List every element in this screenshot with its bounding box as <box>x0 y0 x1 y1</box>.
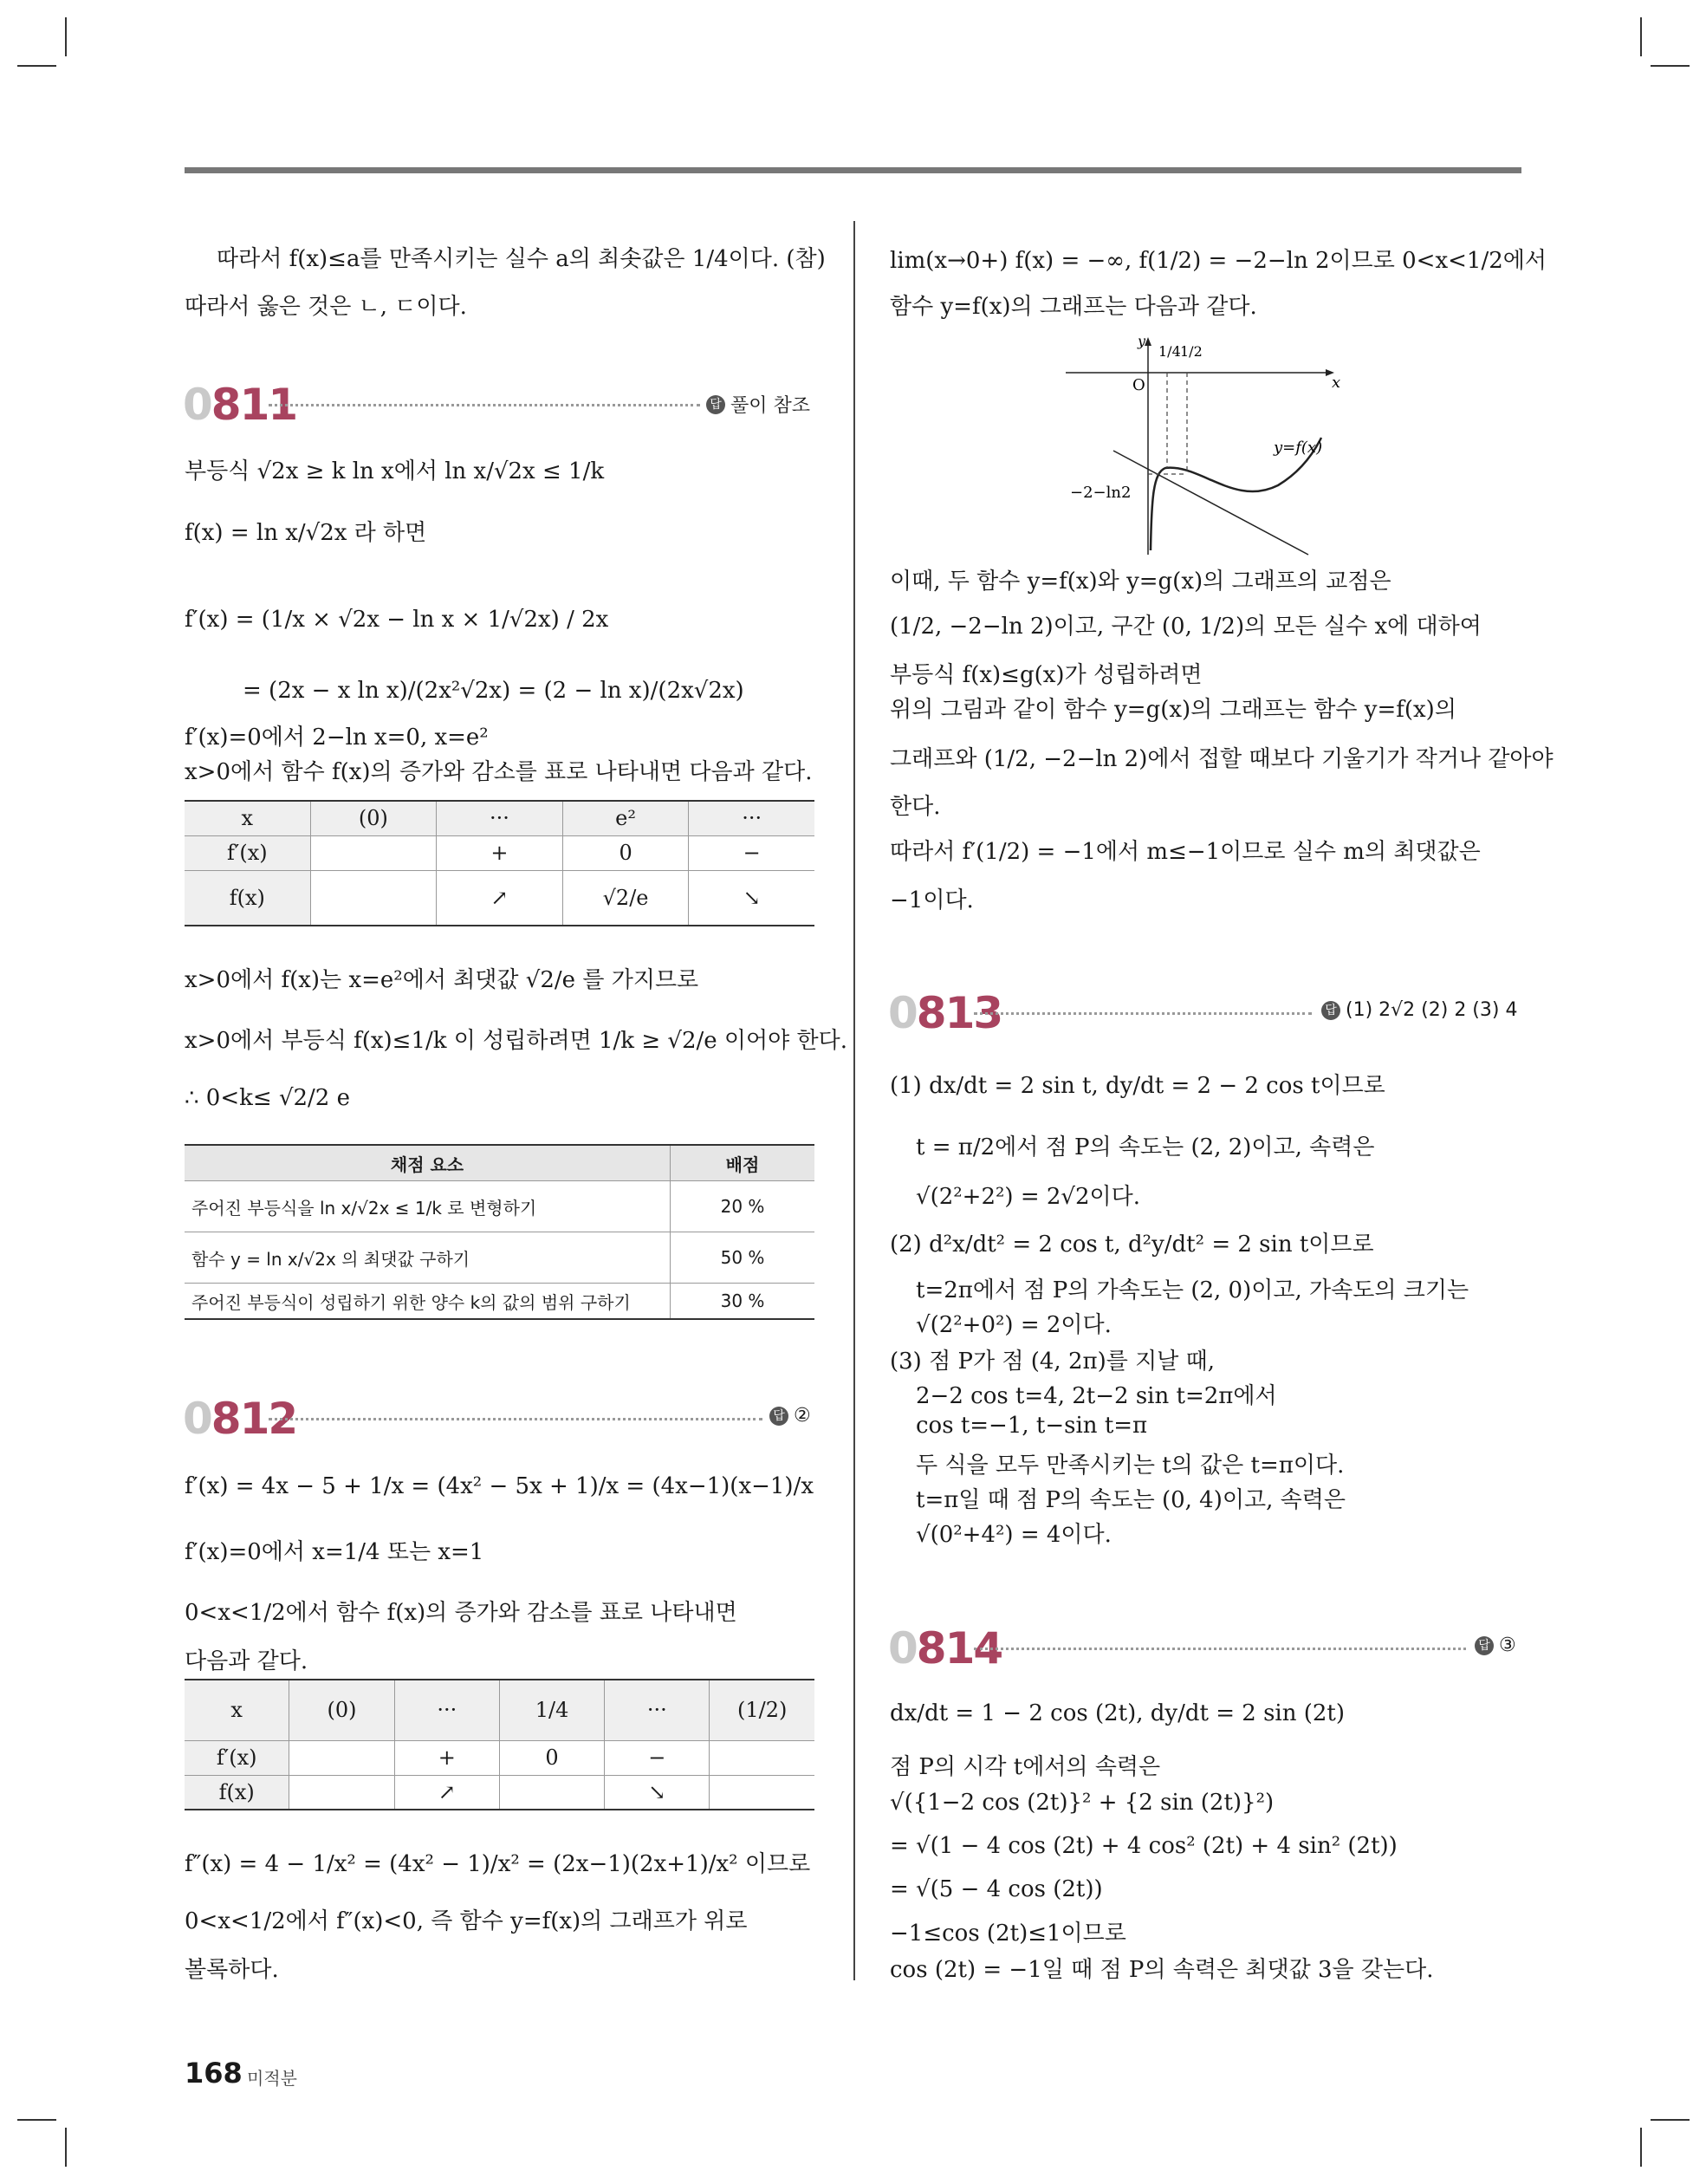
table-cell: ··· <box>437 801 563 835</box>
table-row <box>185 1181 814 1232</box>
table-cell <box>499 1775 604 1810</box>
table-cell: ↗ <box>394 1775 499 1810</box>
table-cell: f(x) <box>185 1775 289 1810</box>
number-prefix: 0 <box>183 1394 211 1444</box>
table-cell <box>710 1740 814 1775</box>
number-prefix: 0 <box>183 380 211 430</box>
crop-mark <box>65 17 67 56</box>
table-cell: ··· <box>605 1680 710 1740</box>
table-cell: x <box>185 801 310 835</box>
table-row <box>185 870 814 926</box>
dotted-leader <box>269 404 700 406</box>
solution-line: = (2x − x ln x)/(2x²√2x) = (2 − ln x)/(2x√2x) <box>243 678 744 704</box>
table-cell: ↗ <box>437 870 563 926</box>
table-cell <box>289 1740 394 1775</box>
solution-line: 0<x<1/2에서 f″(x)<0, 즉 함수 y=f(x)의 그래프가 위로 <box>185 1908 748 1934</box>
solution-line: f′(x) = 4x − 5 + 1/x = (4x² − 5x + 1)/x = (4x−1)(x−1)/x <box>185 1473 814 1499</box>
solution-line: 2−2 cos t=4, 2t−2 sin t=2π에서 <box>916 1383 1277 1409</box>
column-divider <box>853 221 855 1980</box>
solution-line: f′(x)=0에서 x=1/4 또는 x=1 <box>185 1539 484 1565</box>
table-cell: 0 <box>499 1740 604 1775</box>
number-main: 814 <box>916 1623 1002 1674</box>
tick-quarter-label: 1/4 <box>1158 343 1181 360</box>
table-cell: 주어진 부등식을 ln x/√2x ≤ 1/k 로 변형하기 <box>185 1181 671 1232</box>
solution-line: −1≤cos (2t)≤1이므로 <box>890 1921 1126 1947</box>
solution-line: 점 P의 시각 t에서의 속력은 <box>890 1754 1161 1780</box>
table-cell: (0) <box>310 801 437 835</box>
table-cell: f′(x) <box>185 835 310 870</box>
solution-line: dx/dt = 1 − 2 cos (2t), dy/dt = 2 sin (2t) <box>890 1700 1346 1726</box>
table-cell: ↘ <box>689 870 814 926</box>
crop-mark <box>1640 17 1642 56</box>
table-cell: √2/e <box>562 870 689 926</box>
solution-line: √(0²+4²) = 4이다. <box>916 1522 1112 1548</box>
curve-label: y=f(x) <box>1274 439 1323 457</box>
function-graph <box>1061 334 1347 559</box>
answer-label <box>1321 999 1517 1021</box>
subject-label: 미적분 <box>247 2068 297 2089</box>
table-row <box>185 1145 814 1181</box>
table-row <box>185 1775 814 1810</box>
dotted-leader <box>269 1418 762 1420</box>
solution-line: x>0에서 f(x)는 x=e²에서 최댓값 √2/e 를 가지므로 <box>185 967 699 993</box>
origin-label: O <box>1132 376 1145 394</box>
table-cell: (0) <box>289 1680 394 1740</box>
tangent-line <box>1113 451 1308 555</box>
solution-line: f′(x) = (1/x × √2x − ln x × 1/√2x) / 2x <box>185 607 609 633</box>
crop-mark <box>1651 2119 1690 2121</box>
dotted-leader <box>974 1012 1312 1015</box>
solution-line: (1/2, −2−ln 2)이고, 구간 (0, 1/2)의 모든 실수 x에 대하여 <box>890 614 1482 640</box>
solution-line: 이때, 두 함수 y=f(x)와 y=g(x)의 그래프의 교점은 <box>890 569 1391 595</box>
table-cell: x <box>185 1680 289 1740</box>
table-cell: − <box>689 835 814 870</box>
answer-label <box>769 1405 811 1427</box>
intro-line: 따라서 옳은 것은 ㄴ, ㄷ이다. <box>185 294 467 320</box>
number-main: 812 <box>211 1394 297 1444</box>
solution-line: (3) 점 P가 점 (4, 2π)를 지날 때, <box>890 1349 1215 1375</box>
solution-line: 한다. <box>890 794 941 820</box>
number-main: 813 <box>916 988 1002 1038</box>
table-header: 채점 요소 <box>185 1145 671 1181</box>
solution-line: 두 식을 모두 만족시키는 t의 값은 t=π이다. <box>916 1453 1345 1479</box>
solution-line: 볼록하다. <box>185 1957 279 1983</box>
table-row <box>185 835 814 870</box>
solution-line: 부등식 √2x ≥ k ln x에서 ln x/√2x ≤ 1/k <box>185 458 605 484</box>
answer-badge-icon: 답 <box>706 395 725 414</box>
solution-line: f′(x)=0에서 2−ln x=0, x=e² <box>185 725 489 751</box>
header-rule <box>185 167 1521 173</box>
table-cell: 함수 y = ln x/√2x 의 최댓값 구하기 <box>185 1232 671 1284</box>
table-header: 배점 <box>671 1145 815 1181</box>
table-row <box>185 1680 814 1740</box>
solution-line: √(2²+0²) = 2이다. <box>916 1312 1112 1338</box>
answer-badge-icon: 답 <box>1321 1001 1340 1020</box>
answer-label <box>706 391 810 418</box>
answer-label <box>1475 1635 1516 1656</box>
table-cell: e² <box>562 801 689 835</box>
table-cell: (1/2) <box>710 1680 814 1740</box>
tick-half-label: 1/2 <box>1180 343 1203 360</box>
table-cell: 주어진 부등식이 성립하기 위한 양수 k의 값의 범위 구하기 <box>185 1284 671 1320</box>
table-cell: f′(x) <box>185 1740 289 1775</box>
solution-line: −1이다. <box>890 887 974 913</box>
variation-table <box>185 1679 814 1810</box>
crop-mark <box>1640 2128 1642 2167</box>
table-cell: ↘ <box>605 1775 710 1810</box>
solution-line: √(2²+2²) = 2√2이다. <box>916 1184 1141 1210</box>
scoring-table <box>185 1144 814 1320</box>
page-number: 168 <box>185 2057 243 2090</box>
table-cell: ··· <box>394 1680 499 1740</box>
table-row <box>185 801 814 835</box>
table-cell: 20 % <box>671 1181 815 1232</box>
table-cell <box>710 1775 814 1810</box>
dotted-leader <box>974 1648 1466 1650</box>
table-cell <box>310 835 437 870</box>
solution-line: 함수 y=f(x)의 그래프는 다음과 같다. <box>890 294 1257 320</box>
solution-line: ∴ 0<k≤ √2/2 e <box>185 1085 351 1111</box>
solution-line: cos t=−1, t−sin t=π <box>916 1413 1148 1439</box>
table-row <box>185 1232 814 1284</box>
number-main: 811 <box>211 380 297 430</box>
table-cell: 50 % <box>671 1232 815 1284</box>
solution-line: f″(x) = 4 − 1/x² = (4x² − 1)/x² = (2x−1)(2x+1)/x² 이므로 <box>185 1851 811 1877</box>
solution-line: t = π/2에서 점 P의 속도는 (2, 2)이고, 속력은 <box>916 1134 1375 1160</box>
variation-table <box>185 800 814 926</box>
solution-line: cos (2t) = −1일 때 점 P의 속력은 최댓값 3을 갖는다. <box>890 1957 1434 1983</box>
table-cell: + <box>437 835 563 870</box>
table-cell <box>289 1775 394 1810</box>
solution-line: x>0에서 부등식 f(x)≤1/k 이 성립하려면 1/k ≥ √2/e 이어야 한다. <box>185 1028 848 1054</box>
answer-text: ② <box>794 1405 811 1427</box>
solution-line: f(x) = ln x/√2x 라 하면 <box>185 520 427 546</box>
solution-line: t=2π에서 점 P의 가속도는 (2, 0)이고, 가속도의 크기는 <box>916 1277 1469 1303</box>
solution-line: = √(1 − 4 cos (2t) + 4 cos² (2t) + 4 sin² (2t)) <box>890 1833 1398 1859</box>
table-cell: 30 % <box>671 1284 815 1320</box>
answer-text: 풀이 참조 <box>730 395 811 417</box>
crop-mark <box>1651 65 1690 67</box>
answer-text: ③ <box>1499 1635 1516 1656</box>
solution-line: (2) d²x/dt² = 2 cos t, d²y/dt² = 2 sin t이므로 <box>890 1232 1374 1258</box>
crop-mark <box>17 65 56 67</box>
table-cell: ··· <box>689 801 814 835</box>
number-prefix: 0 <box>888 1623 917 1674</box>
solution-line: 따라서 f′(1/2) = −1에서 m≤−1이므로 실수 m의 최댓값은 <box>890 839 1481 865</box>
number-prefix: 0 <box>888 988 917 1038</box>
answer-text: (1) 2√2 (2) 2 (3) 4 <box>1346 999 1518 1021</box>
table-row <box>185 1740 814 1775</box>
solution-line: t=π일 때 점 P의 속도는 (0, 4)이고, 속력은 <box>916 1487 1346 1513</box>
solution-line: lim(x→0+) f(x) = −∞, f(1/2) = −2−ln 2이므로 0<x<1/2에서 <box>890 248 1547 274</box>
intro-line: 따라서 f(x)≤a를 만족시키는 실수 a의 최솟값은 1/4이다. (참) <box>217 246 826 272</box>
solution-line: = √(5 − 4 cos (2t)) <box>890 1876 1103 1902</box>
table-cell: f(x) <box>185 870 310 926</box>
solution-line: (1) dx/dt = 2 sin t, dy/dt = 2 − 2 cos t이므로 <box>890 1073 1385 1099</box>
solution-line: 다음과 같다. <box>185 1648 308 1674</box>
y-tick-label: −2−ln2 <box>1070 484 1132 502</box>
answer-badge-icon: 답 <box>769 1407 788 1426</box>
solution-line: 부등식 f(x)≤g(x)가 성립하려면 <box>890 662 1203 688</box>
y-axis-arrow-icon <box>1145 337 1151 346</box>
solution-line: 그래프와 (1/2, −2−ln 2)에서 접할 때보다 기울기가 작거나 같아야 <box>890 746 1554 772</box>
solution-line: 위의 그림과 같이 함수 y=g(x)의 그래프는 함수 y=f(x)의 <box>890 697 1456 723</box>
table-cell: − <box>605 1740 710 1775</box>
table-cell <box>310 870 437 926</box>
solution-line: x>0에서 함수 f(x)의 증가와 감소를 표로 나타내면 다음과 같다. <box>185 759 813 785</box>
x-axis-label: x <box>1332 374 1341 392</box>
table-row <box>185 1284 814 1320</box>
crop-mark <box>65 2128 67 2167</box>
answer-badge-icon: 답 <box>1475 1636 1494 1655</box>
solution-line: 0<x<1/2에서 함수 f(x)의 증가와 감소를 표로 나타내면 <box>185 1600 737 1626</box>
y-axis-label: y <box>1138 334 1146 349</box>
crop-mark <box>17 2119 56 2121</box>
table-cell: + <box>394 1740 499 1775</box>
table-cell: 1/4 <box>499 1680 604 1740</box>
table-cell: 0 <box>562 835 689 870</box>
solution-line: √({1−2 cos (2t)}² + {2 sin (2t)}²) <box>890 1790 1275 1816</box>
